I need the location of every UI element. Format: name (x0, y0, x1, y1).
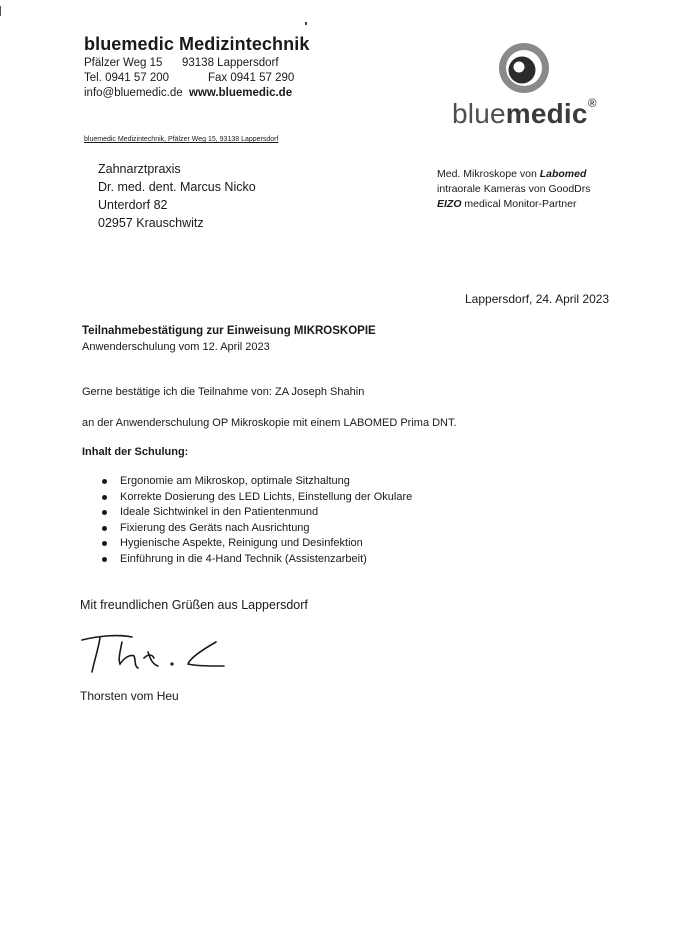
list-item-text: Einführung in die 4-Hand Technik (Assistenzarbeit) (120, 552, 367, 565)
partner-line-text: Med. Mikroskope von (437, 168, 540, 180)
sender-website: www.bluemedic.de (189, 87, 293, 99)
bullet-icon (102, 526, 107, 531)
logo-text-blue: blue (452, 98, 506, 129)
scan-speck (305, 22, 307, 25)
bullet-icon (102, 479, 107, 484)
list-item-text: Fixierung des Geräts nach Ausrichtung (120, 521, 310, 534)
scan-edge-mark (0, 6, 1, 16)
sender-email: info@bluemedic.de (84, 87, 183, 99)
closing-greeting: Mit freundlichen Grüßen aus Lappersdorf (80, 598, 308, 612)
registered-mark: ® (587, 96, 597, 110)
partner-brand-labomed: Labomed (539, 168, 587, 180)
sender-phone: Tel. 0941 57 200 (84, 72, 170, 84)
recipient-line: Zahnarztpraxis (98, 162, 181, 176)
list-item (102, 521, 412, 537)
bullet-icon (102, 557, 107, 562)
return-address-line: bluemedic Medizintechnik, Pfälzer Weg 15, 93138 Lappersdorf (84, 136, 279, 143)
partner-brand-eizo: EIZO (437, 198, 462, 210)
bullet-icon (102, 541, 107, 546)
partner-line-microscopes (437, 167, 591, 182)
handwritten-signature (78, 628, 238, 678)
logo-text-medic: medic (505, 98, 588, 129)
recipient-address (98, 160, 256, 232)
recipient-line: Unterdorf 82 (98, 198, 168, 212)
list-item-text: Ideale Sichtwinkel in den Patientenmund (120, 506, 319, 519)
list-item (102, 552, 412, 568)
confirmation-text: Gerne bestätige ich die Teilnahme von: ZA Joseph Shahin (82, 386, 365, 398)
logo-wordmark (452, 98, 597, 130)
list-item (102, 474, 412, 490)
list-item-text: Ergonomie am Mikroskop, optimale Sitzhaltung (120, 475, 350, 487)
list-item (102, 536, 412, 552)
bullet-icon (102, 510, 107, 515)
partner-info (437, 167, 591, 212)
bullet-icon (102, 495, 107, 500)
list-item-text: Hygienische Aspekte, Reinigung und Desinfektion (120, 537, 363, 550)
training-text: an der Anwenderschulung OP Mikroskopie mit einem LABOMED Prima DNT. (82, 417, 457, 429)
content-list (102, 474, 412, 568)
sender-street: Pfälzer Weg 15 (84, 57, 163, 69)
recipient-line: Dr. med. dent. Marcus Nicko (98, 180, 256, 194)
sender-fax: Fax 0941 57 290 (208, 72, 295, 84)
partner-line-cameras: intraorale Kameras von GoodDrs (437, 183, 591, 195)
company-name: bluemedic Medizintechnik (84, 34, 310, 54)
recipient-line: 02957 Krauschwitz (98, 216, 204, 230)
list-item (102, 490, 412, 506)
content-heading: Inhalt der Schulung: (82, 446, 189, 458)
partner-line-text: medical Monitor-Partner (461, 198, 577, 210)
sender-city: 93138 Lappersdorf (182, 57, 279, 69)
subject-subtitle: Anwenderschulung vom 12. April 2023 (82, 341, 270, 353)
signer-name: Thorsten vom Heu (80, 689, 179, 703)
subject-title: Teilnahmebestätigung zur Einweisung MIKROSKOPIE (82, 325, 376, 337)
list-item-text: Korrekte Dosierung des LED Lichts, Einstellung der Okulare (120, 490, 413, 503)
letter-date: Lappersdorf, 24. April 2023 (465, 292, 610, 306)
list-item (102, 505, 412, 521)
partner-line-monitors (437, 197, 591, 212)
